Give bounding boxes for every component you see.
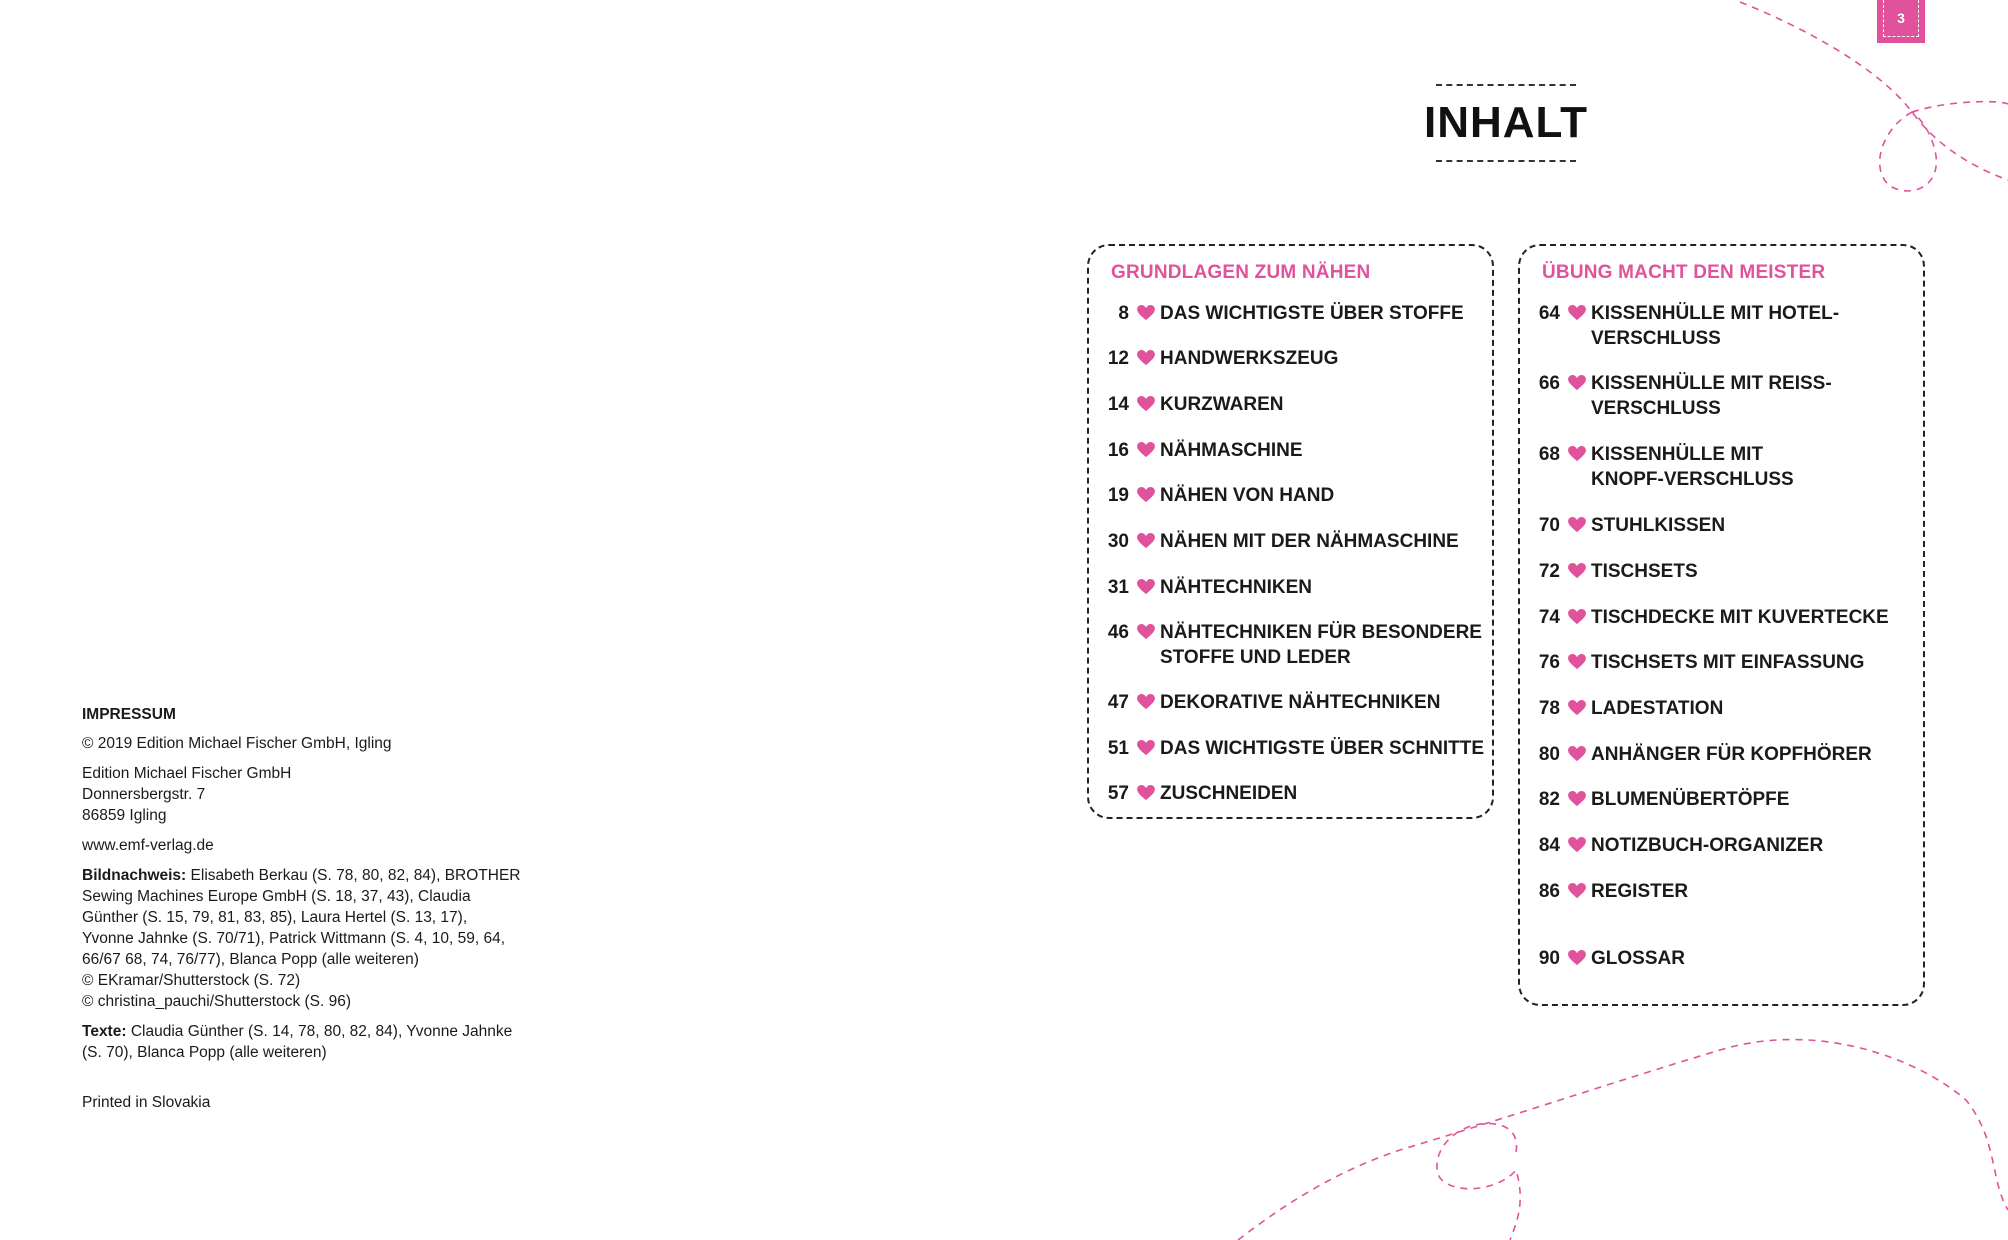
entry-title: NÄHEN VON HAND	[1160, 485, 1335, 506]
entry-page: 8	[1118, 303, 1129, 324]
entry-title: NÄHMASCHINE	[1160, 440, 1303, 461]
entry-page: 80	[1538, 744, 1560, 765]
entry-page: 64	[1538, 303, 1560, 324]
entry-page: 66	[1538, 373, 1560, 394]
entry-title: REGISTER	[1591, 881, 1689, 902]
entry-title: GLOSSAR	[1591, 948, 1685, 969]
heart-icon	[1568, 375, 1586, 391]
heart-icon	[1568, 837, 1586, 853]
credits-label: Bildnachweis:	[82, 867, 187, 884]
heart-icon	[1568, 950, 1586, 966]
entry-page: 68	[1538, 444, 1560, 465]
heart-icon	[1568, 791, 1586, 807]
entry-page: 51	[1107, 738, 1129, 759]
heart-icon	[1137, 533, 1155, 549]
entry-title: ANHÄNGER FÜR KOPFHÖRER	[1591, 744, 1872, 765]
credit-shutterstock-1: © EKramar/Shutterstock (S. 72)	[82, 972, 301, 989]
image-credits	[82, 865, 522, 1012]
heart-icon	[1568, 305, 1586, 321]
publisher-city: 86859 Igling	[82, 807, 167, 824]
toc-entry[interactable]	[1520, 879, 1917, 933]
entry-title: KISSENHÜLLE MIT KNOPF-VERSCHLUSS	[1591, 444, 1794, 490]
entry-page: 72	[1538, 561, 1560, 582]
publisher-street: Donnersbergstr. 7	[82, 786, 206, 803]
entry-title: TISCHDECKE MIT KUVERTECKE	[1591, 607, 1889, 628]
entry-page: 30	[1107, 531, 1129, 552]
heart-icon	[1137, 694, 1155, 710]
heart-icon	[1137, 785, 1155, 801]
heart-icon	[1568, 654, 1586, 670]
toc-entry[interactable]	[1089, 620, 1486, 674]
entry-page: 12	[1107, 348, 1129, 369]
copyright-line: © 2019 Edition Michael Fischer GmbH, Igling	[82, 735, 392, 752]
entry-page: 74	[1538, 607, 1560, 628]
credits-text: Elisabeth Berkau (S. 78, 80, 82, 84), BROTHER Sewing Machines Europe GmbH (S. 18, 37, 43), Claudia Günther (S. 15, 79, 81, 83, 85), Laura Hertel (S. 13, 17), Yvonne Jahnke (S. 70/71), Patrick Wittmann (S. 4, 10, 59, 64, 66/67 68, 74, 76/77), Blanca Popp (alle weiteren)	[82, 867, 521, 968]
toc-entry[interactable]	[1089, 781, 1486, 835]
impressum-block	[82, 704, 522, 1122]
page-number-tab	[1877, 0, 1925, 43]
toc-section-grundlagen	[1087, 244, 1494, 819]
printed-in: Printed in Slovakia	[82, 1094, 211, 1111]
entry-title: HANDWERKSZEUG	[1160, 348, 1339, 369]
entry-title: KISSENHÜLLE MIT HOTEL-VERSCHLUSS	[1591, 303, 1840, 349]
entry-page: 84	[1538, 835, 1560, 856]
entry-title: NÄHTECHNIKEN FÜR BESONDERE STOFFE UND LEDER	[1160, 622, 1482, 668]
entry-title: NÄHTECHNIKEN	[1160, 577, 1312, 598]
heart-icon	[1568, 446, 1586, 462]
toc-entry[interactable]	[1520, 301, 1917, 355]
entry-page: 16	[1107, 440, 1129, 461]
entry-title: KURZWAREN	[1160, 394, 1284, 415]
page-number: 3	[1883, 0, 1919, 37]
toc-entry[interactable]	[1520, 946, 1917, 1000]
entry-title: ZUSCHNEIDEN	[1160, 783, 1298, 804]
entry-page: 70	[1538, 515, 1560, 536]
entry-page: 14	[1107, 394, 1129, 415]
heart-icon	[1568, 746, 1586, 762]
entry-page: 76	[1538, 652, 1560, 673]
entry-title: DEKORATIVE NÄHTECHNIKEN	[1160, 692, 1441, 713]
entry-page: 90	[1538, 948, 1560, 969]
heart-icon	[1568, 609, 1586, 625]
entry-page: 86	[1538, 881, 1560, 902]
heart-icon	[1137, 305, 1155, 321]
text-credits	[82, 1021, 522, 1063]
entry-title: NÄHEN MIT DER NÄHMASCHINE	[1160, 531, 1459, 552]
publisher-address	[82, 763, 522, 826]
publisher-name: Edition Michael Fischer GmbH	[82, 765, 292, 782]
entry-title: TISCHSETS	[1591, 561, 1698, 582]
entry-title: BLUMENÜBERTÖPFE	[1591, 789, 1790, 810]
heart-icon	[1568, 517, 1586, 533]
entry-page: 78	[1538, 698, 1560, 719]
impressum-heading: IMPRESSUM	[82, 706, 176, 723]
credit-shutterstock-2: © christina_pauchi/Shutterstock (S. 96)	[82, 993, 352, 1010]
entry-page: 57	[1107, 783, 1129, 804]
texts-text: Claudia Günther (S. 14, 78, 80, 82, 84), Yvonne Jahnke (S. 70), Blanca Popp (alle weiteren)	[82, 1023, 513, 1061]
heart-icon	[1137, 624, 1155, 640]
entry-page: 82	[1538, 789, 1560, 810]
entry-title: DAS WICHTIGSTE ÜBER SCHNITTE	[1160, 738, 1485, 759]
entry-page: 31	[1107, 577, 1129, 598]
heart-icon	[1568, 563, 1586, 579]
website-link[interactable]: www.emf-verlag.de	[82, 837, 214, 854]
heart-icon	[1568, 700, 1586, 716]
entry-page: 46	[1107, 622, 1129, 643]
entry-page: 19	[1107, 485, 1129, 506]
entry-title: LADESTATION	[1591, 698, 1724, 719]
toc-entry[interactable]	[1520, 442, 1917, 496]
section-title: ÜBUNG MACHT DEN MEISTER	[1542, 262, 1826, 283]
toc-title: INHALT	[1436, 84, 1576, 162]
heart-icon	[1137, 442, 1155, 458]
heart-icon	[1137, 396, 1155, 412]
entry-title: DAS WICHTIGSTE ÜBER STOFFE	[1160, 303, 1464, 324]
texts-label: Texte:	[82, 1023, 127, 1040]
section-title: GRUNDLAGEN ZUM NÄHEN	[1111, 262, 1371, 283]
entry-title: NOTIZBUCH-ORGANIZER	[1591, 835, 1824, 856]
toc-entry[interactable]	[1520, 371, 1917, 425]
entry-page: 47	[1107, 692, 1129, 713]
toc-section-uebung	[1518, 244, 1925, 1006]
heart-icon	[1137, 350, 1155, 366]
heart-icon	[1137, 740, 1155, 756]
heart-icon	[1568, 883, 1586, 899]
entry-title: KISSENHÜLLE MIT REISS-VERSCHLUSS	[1591, 373, 1832, 419]
entry-title: TISCHSETS MIT EINFASSUNG	[1591, 652, 1865, 673]
heart-icon	[1137, 487, 1155, 503]
heart-icon	[1137, 579, 1155, 595]
entry-title: STUHLKISSEN	[1591, 515, 1726, 536]
